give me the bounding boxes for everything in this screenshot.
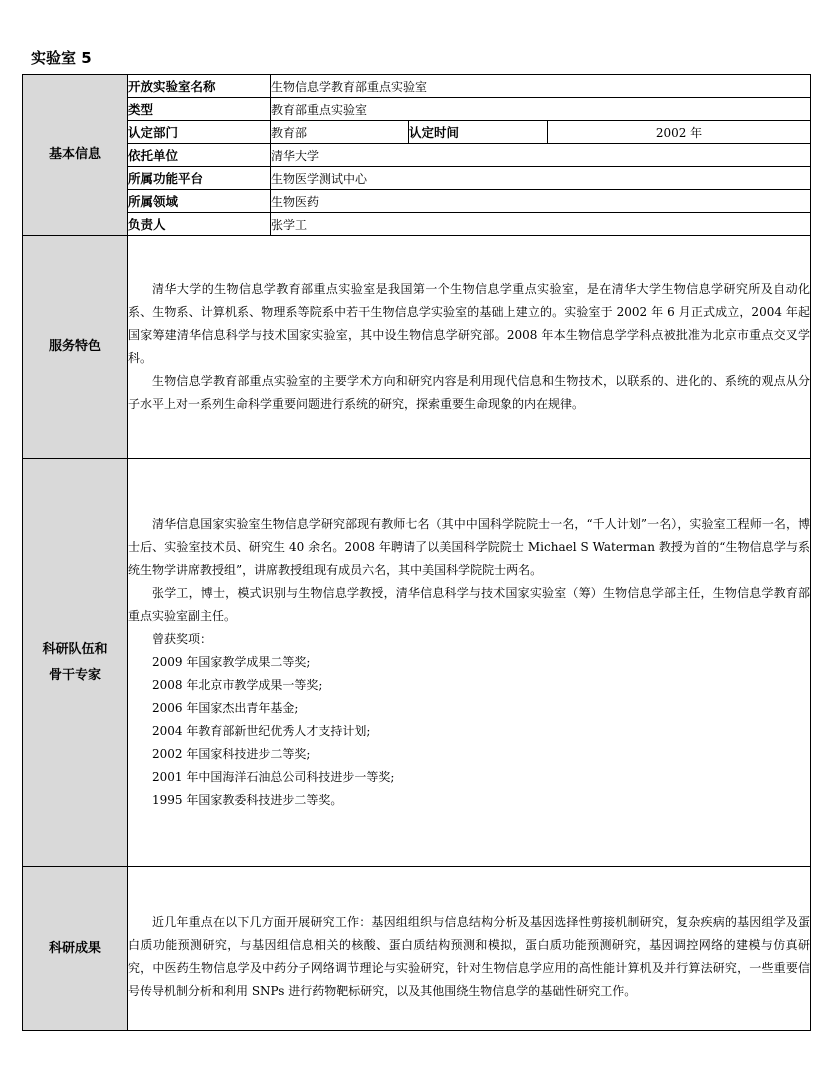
awards-label: 曾获奖项： <box>152 632 213 646</box>
section-basic-info: 基本信息 <box>23 75 128 236</box>
award-item: 1995 年国家教委科技进步二等奖。 <box>152 793 343 807</box>
table-row <box>23 236 811 459</box>
lab-info-table <box>22 74 811 1031</box>
table-row <box>23 190 811 213</box>
platform-label: 所属功能平台 <box>128 167 271 190</box>
section-service: 服务特色 <box>23 236 128 459</box>
table-row <box>23 98 811 121</box>
award-item: 2002 年国家科技进步二等奖; <box>152 747 311 761</box>
service-content <box>128 236 811 459</box>
table-row <box>23 167 811 190</box>
table-row <box>23 121 811 144</box>
section-results: 科研成果 <box>23 867 128 1031</box>
lab-name-value: 生物信息学教育部重点实验室 <box>271 75 811 98</box>
table-row <box>23 459 811 867</box>
type-value: 教育部重点实验室 <box>271 98 811 121</box>
award-item: 2006 年国家杰出青年基金; <box>152 701 299 715</box>
team-paragraph-1: 清华信息国家实验室生物信息学研究部现有教师七名（其中中国科学院院士一名，“千人计划”一名），实验室工程师一名，博士后、实验室技术员、研究生 40 余名。2008 年聘请了以美国科学院院士 Michael S Waterman 教授为首的“生物信息学与系统生物学讲席教授组”，讲席教授组现有成员六名，其中美国科学院院士两名。 <box>128 517 811 577</box>
field-label: 所属领域 <box>128 190 271 213</box>
lab-name-label: 开放实验室名称 <box>128 75 271 98</box>
section-team-line-2: 骨干专家 <box>48 667 101 683</box>
section-team <box>23 459 128 867</box>
award-item: 2001 年中国海洋石油总公司科技进步一等奖; <box>152 770 395 784</box>
table-row <box>23 213 811 236</box>
service-paragraph-2: 生物信息学教育部重点实验室的主要学术方向和研究内容是利用现代信息和生物技术，以联系的、进化的、系统的观点从分子水平上对一系列生命科学重要问题进行系统的研究，探索重要生命现象的内在规律。 <box>128 374 811 411</box>
award-item: 2009 年国家教学成果二等奖; <box>152 655 311 669</box>
team-paragraph-2: 张学工，博士，模式识别与生物信息学教授，清华信息科学与技术国家实验室（筹）生物信息学部主任，生物信息学教育部重点实验室副主任。 <box>128 586 811 623</box>
type-label: 类型 <box>128 98 271 121</box>
section-team-line-1: 科研队伍和 <box>42 641 108 657</box>
platform-value: 生物医学测试中心 <box>271 167 811 190</box>
time-value: 2002 年 <box>548 121 811 144</box>
dept-label: 认定部门 <box>128 121 271 144</box>
award-item: 2008 年北京市教学成果一等奖; <box>152 678 323 692</box>
award-item: 2004 年教育部新世纪优秀人才支持计划; <box>152 724 371 738</box>
leader-value: 张学工 <box>271 213 811 236</box>
table-row <box>23 867 811 1031</box>
dept-value: 教育部 <box>271 121 409 144</box>
results-content <box>128 867 811 1031</box>
team-content <box>128 459 811 867</box>
time-label: 认定时间 <box>409 121 548 144</box>
table-row <box>23 75 811 98</box>
host-value: 清华大学 <box>271 144 811 167</box>
leader-label: 负责人 <box>128 213 271 236</box>
results-paragraph: 近几年重点在以下几方面开展研究工作：基因组组织与信息结构分析及基因选择性剪接机制研究，复杂疾病的基因组学及蛋白质功能预测研究，与基因组信息相关的核酸、蛋白质结构预测和模拟，蛋白质功能预测研究，基因调控网络的建模与仿真研究，中医药生物信息学及中药分子网络调节理论与实验研究，针对生物信息学应用的高性能计算机及并行算法研究，一些重要信号传导机制分析和利用 SNPs 进行药物靶标研究，以及其他围绕生物信息学的基础性研究工作。 <box>128 914 811 998</box>
service-paragraph-1: 清华大学的生物信息学教育部重点实验室是我国第一个生物信息学重点实验室，是在清华大学生物信息学研究所及自动化系、生物系、计算机系、物理系等院系中若干生物信息学实验室的基础上建立的。实验室于 2002 年 6 月正式成立，2004 年起国家筹建清华信息科学与技术国家实验室，其中设生物信息学研究部。2008 年本生物信息学学科点被批准为北京市重点交叉学科。 <box>128 282 811 365</box>
host-label: 依托单位 <box>128 144 271 167</box>
field-value: 生物医药 <box>271 190 811 213</box>
table-row <box>23 144 811 167</box>
page-title: 实验室 5 <box>31 49 92 67</box>
